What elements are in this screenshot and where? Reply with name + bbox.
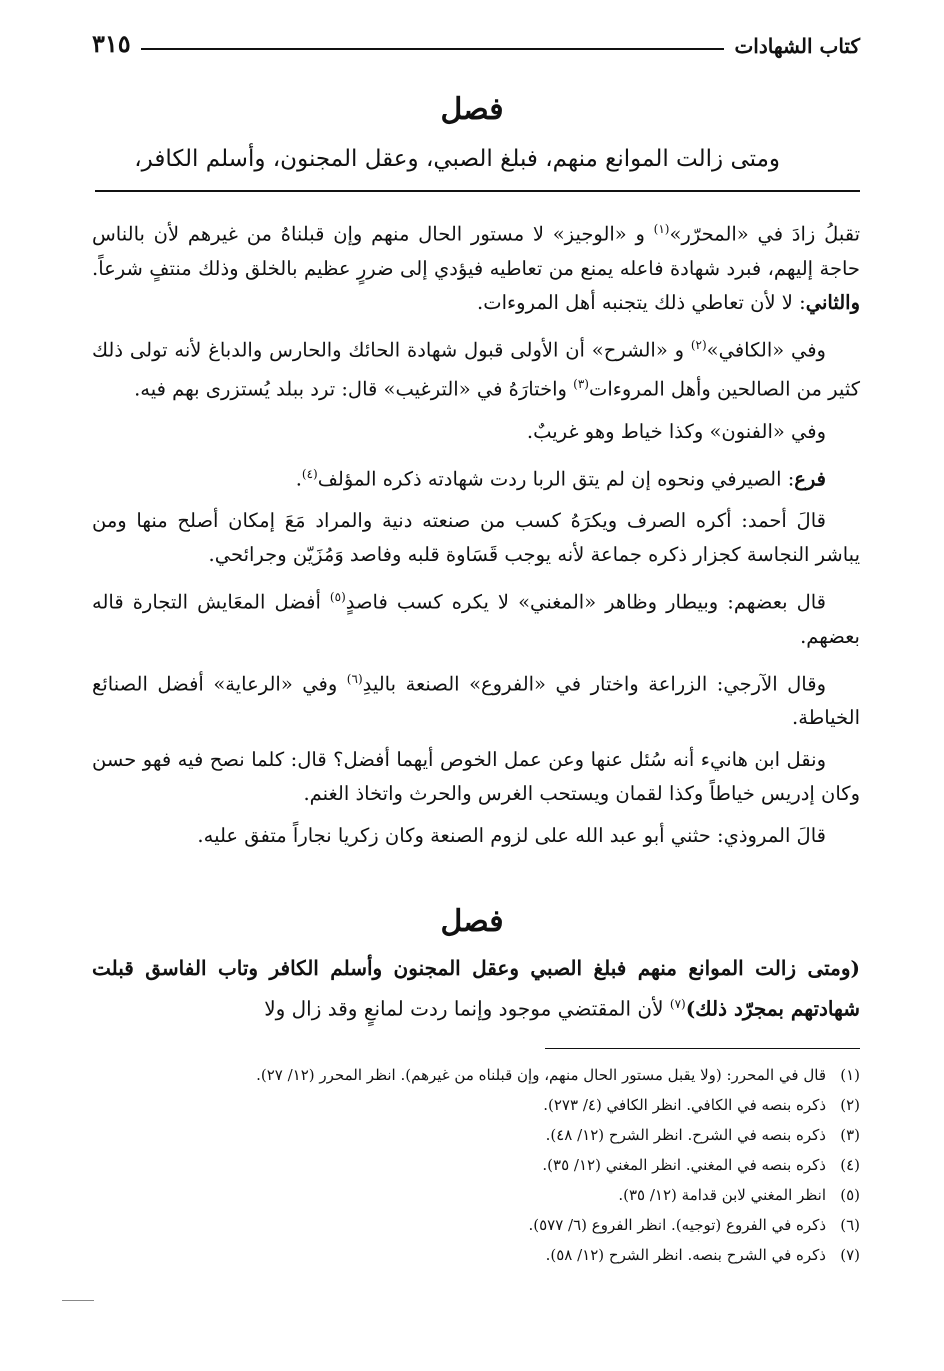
footnote: (٢)ذكره بنصه في الكافي. انظر الكافي (٤/ ٢٧٣). [543, 1096, 860, 1114]
matn-text: (ومتى زالت الموانع منهم فبلغ الصبي وعقل المجنون وأسلم الكافر وتاب الفاسق قبلت شهادتهم بمجرّد ذلك)$^{(٧)}$ لأن المقتضي موجود وإنما ردت لمانعٍ وقد زال ولا [92, 956, 860, 1021]
footnotes [92, 1060, 860, 1270]
paragraph: قالَ أحمد: أكره الصرف ويكرَهُ كسب من صنعته دنية والمراد مَعَ إمكان أصلح منها ومن يباشر النجاسة كجزار ذكره جماعة لأنه يوجب قَسَاوة قلبه وفاصد وَمُزَيّن وجرائحي. [92, 509, 860, 566]
footnote-ref[interactable]: (٥) [329, 590, 346, 604]
footnote-ref[interactable]: (١) [653, 222, 670, 236]
footnote: (٥)انظر المغني لابن قدامة (١٢/ ٣٥). [618, 1186, 860, 1204]
footnote: (١)قال في المحرر: (ولا يقبل مستور الحال منهم، وإن قبلناه من غيرهم). انظر المحرر (١٢/ ٢٧). [256, 1066, 860, 1084]
header-rule [141, 48, 725, 50]
section-heading: فصل [440, 92, 504, 127]
footnote-ref[interactable]: (٧) [669, 997, 686, 1011]
footnote-ref[interactable]: (٢) [690, 337, 707, 352]
book-title: كتاب الشهادات [734, 34, 860, 58]
paragraph: وقال الآرجي: الزراعة واختار في «الفروع» الصنعة باليدِ$^{(٦)}$ وفي «الرعاية» أفضل الصنائع الخياطة. [92, 671, 860, 729]
footnote: (٧)ذكره في الشرح بنصه. انظر الشرح (١٢/ ٥٨). [545, 1246, 860, 1264]
paragraph: فرع: الصيرفي ونحوه إن لم يتق الربا ردت شهادته ذكره المؤلف$^{(٤)}$. [295, 466, 826, 490]
footnote-ref[interactable]: (٦) [346, 671, 363, 686]
footnote: (٤)ذكره بنصه في المغني. انظر المغني (١٢/ ٣٥). [542, 1156, 860, 1174]
running-header [92, 24, 860, 58]
paragraph: وفي «الكافي»$^{(٢)}$ و «الشرح» أن الأولى قبول شهادة الحائك والحارس والدباغ لأنه تولى ذلك كثير من الصالحين وأهل المروءات$^{(٣)}$ واختارَهُ في «الترغيب» قال: ترد ببلد يُستزرى بهم فيه. [92, 337, 860, 401]
footnote: (٣)ذكره بنصه في الشرح. انظر الشرح (١٢/ ٤٨). [545, 1126, 860, 1144]
footnote: (٦)ذكره في الفروع (توجيه). انظر الفروع (٦/ ٥٧٧). [528, 1216, 860, 1234]
paragraph: وفي «الفنون» وكذا خياط وهو غريبٌ. [526, 419, 826, 443]
commentary-body [92, 212, 860, 861]
scan-mark [62, 1300, 94, 1301]
matn-text: ومتى زالت الموانع منهم، فبلغ الصبي، وعقل المجنون، وأسلم الكافر، [134, 146, 780, 172]
footnote-ref[interactable]: (٣) [573, 377, 589, 391]
footnote-ref[interactable]: (٤) [301, 466, 318, 481]
matn-divider [95, 190, 860, 192]
page-number: ٣١٥ [92, 29, 131, 58]
paragraph: قالَ المروذي: حثني أبو عبد الله على لزوم الصنعة وكان زكريا نجاراً متفق عليه. [197, 824, 826, 847]
paragraph: ونقل ابن هانيء أنه سُئل عنها وعن عمل الخوص أيهما أفضل؟ قال: كلما نصح فيه فهو حسن وكان إدريس خياطاً وكذا لقمان ويستحب الغرس والحرث واتخاذ الغنم. [92, 748, 860, 805]
paragraph: قال بعضهم: وبيطار وظاهر «المغني» لا يكره كسب فاصدٍ$^{(٥)}$ أفضل المعَايش التجارة قاله بعضهم. [92, 590, 860, 648]
section-heading: فصل [440, 904, 504, 939]
footnote-divider [545, 1048, 860, 1049]
paragraph: تقبلُ زادَ في «المحرّر»$^{(١)}$ و «الوجيز» لا مستور الحال منهم وإن قبلناهُ من غيرهم لأن بالناس حاجة إليهم، فبرد شهادة فاعله يمنع من تعاطيه فيؤدي إلى ضررٍ عظيم بالخلق وذلك منتفٍ شرعاً. والثاني: لا لأن تعاطي ذلك يتجنبه أهل المروءات. [92, 222, 861, 314]
